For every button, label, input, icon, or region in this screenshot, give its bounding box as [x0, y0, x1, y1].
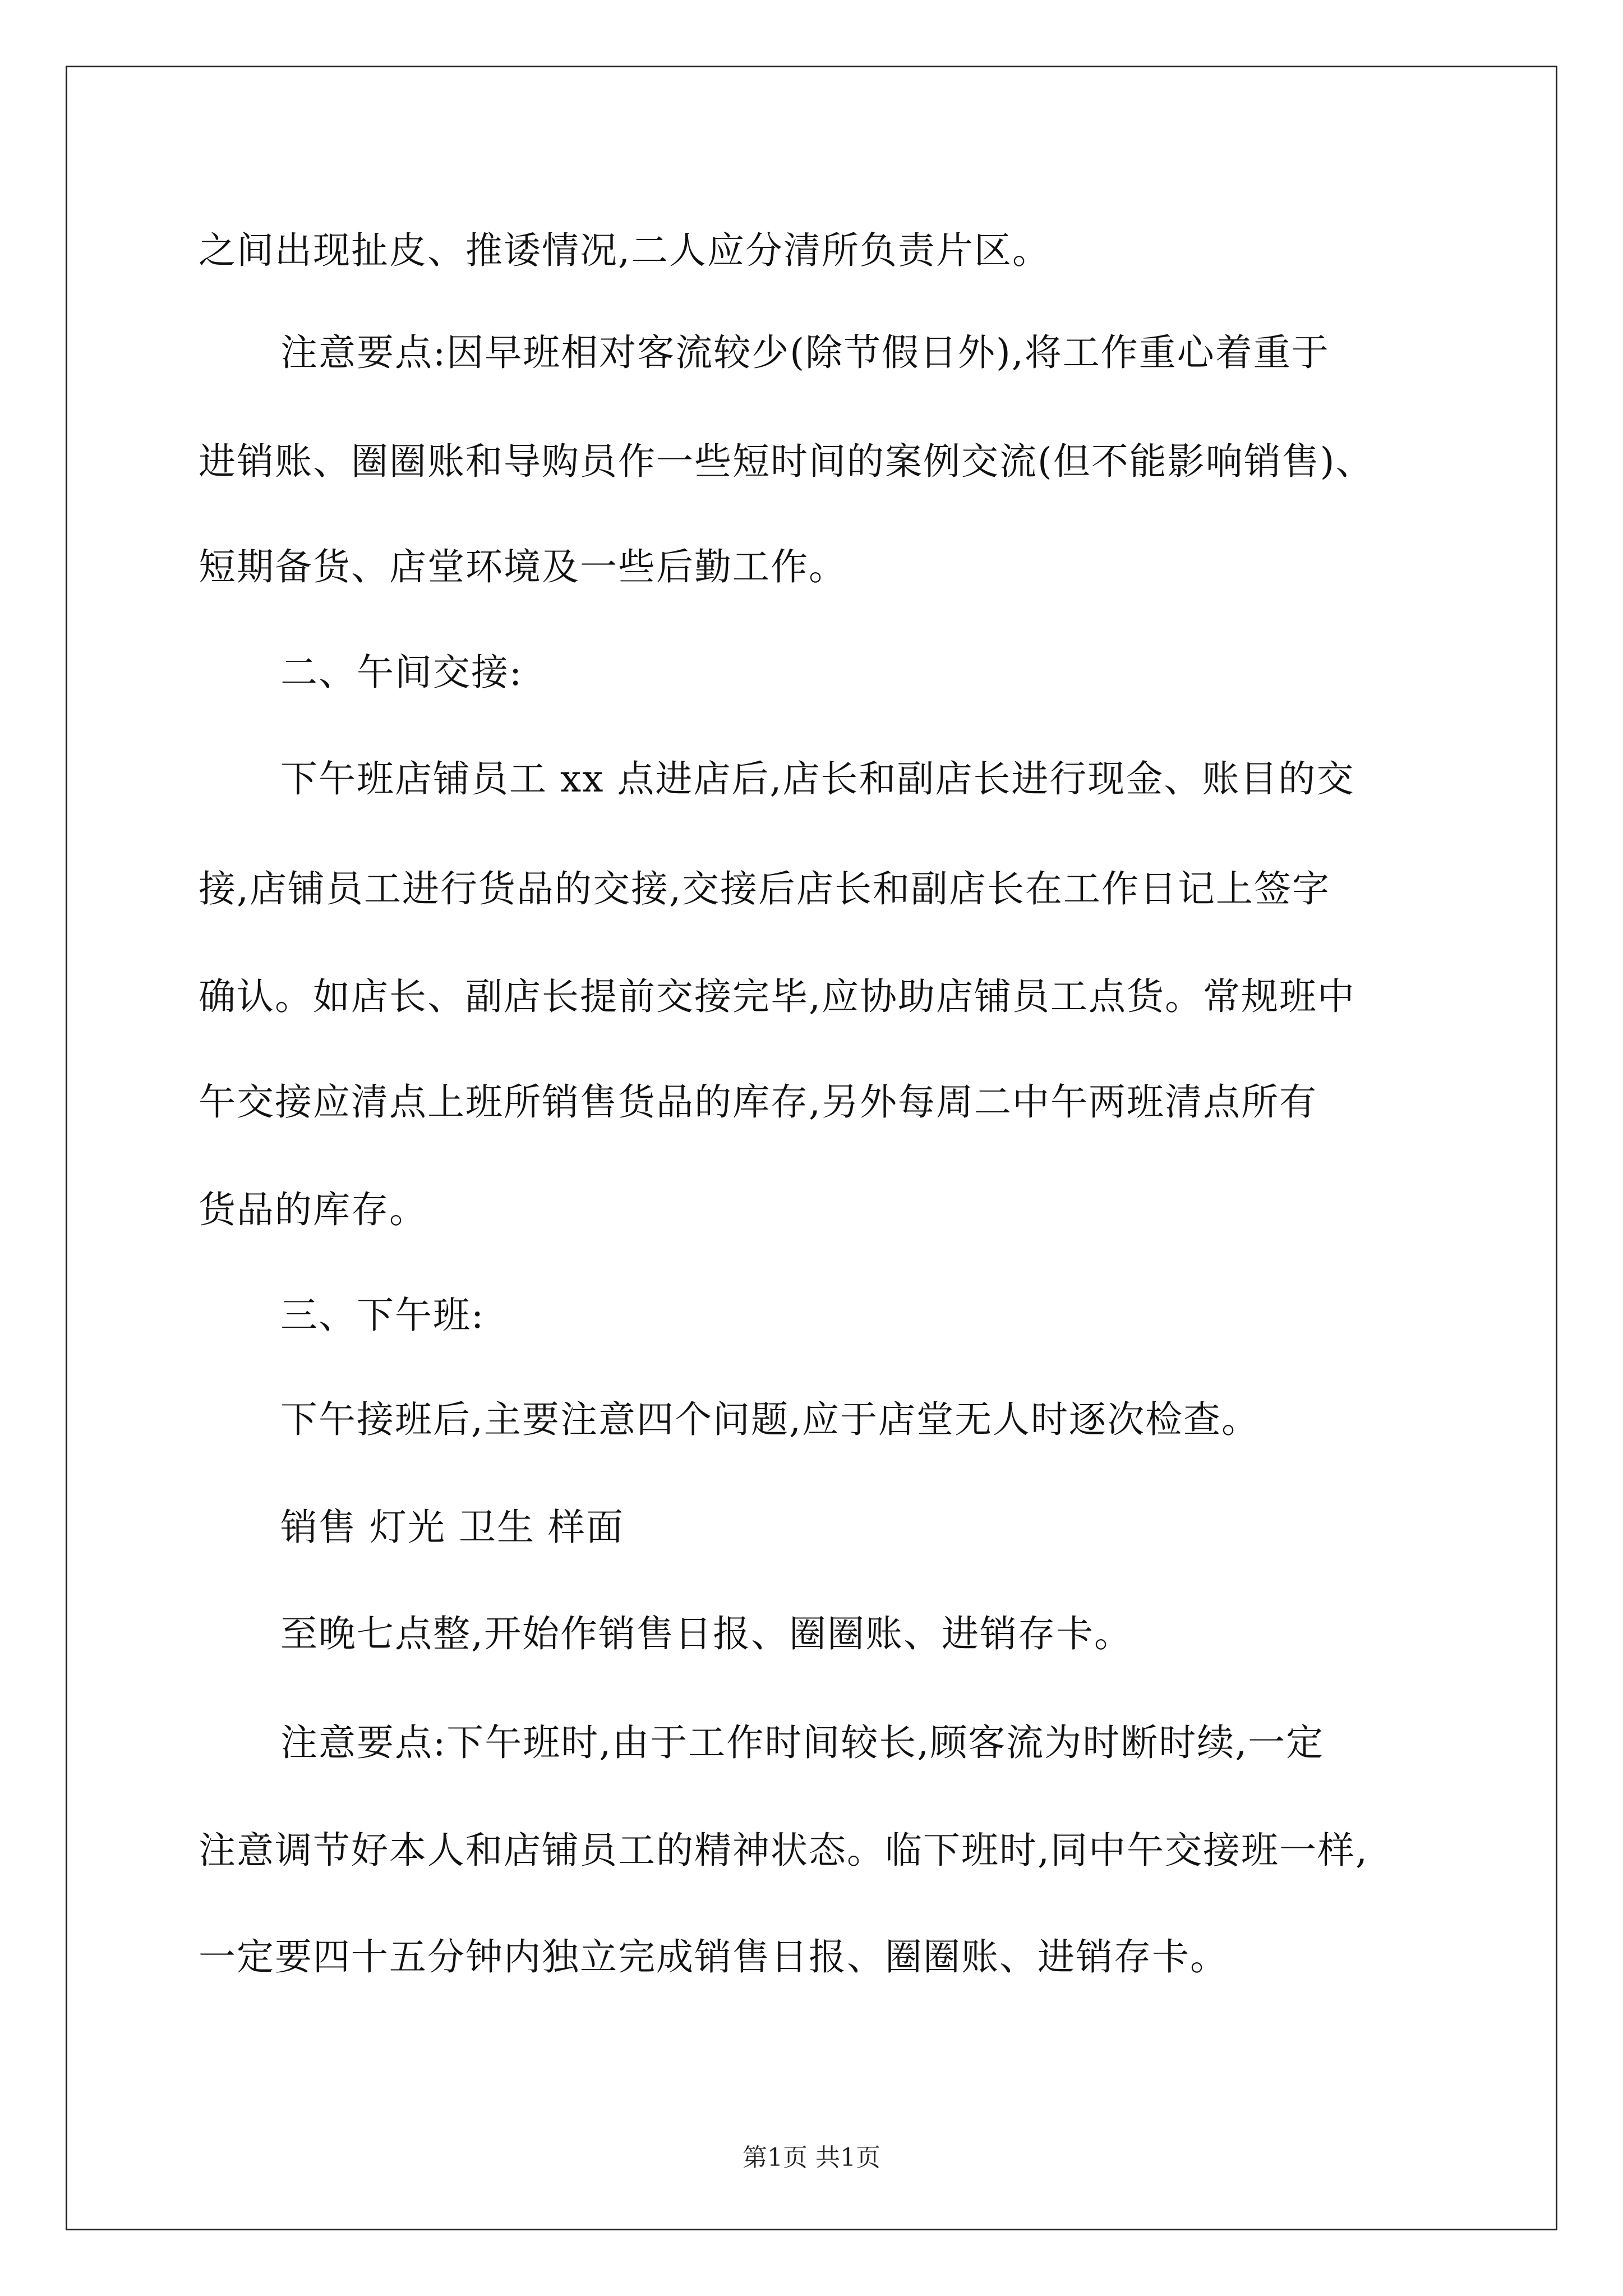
paragraph-line: 确认。如店长、副店长提前交接完毕,应协助店铺员工点货。常规班中 — [199, 975, 1355, 1018]
paragraph-line: 短期备货、店堂环境及一些后勤工作。 — [199, 545, 847, 588]
section-heading: 二、午间交接: — [280, 651, 523, 694]
paragraph-line: 之间出现扯皮、推诿情况,二人应分清所负责片区。 — [199, 229, 1050, 272]
paragraph-line: 注意要点:因早班相对客流较少(除节假日外),将工作重心着重于 — [280, 331, 1330, 374]
paragraph-line: 一定要四十五分钟内独立完成销售日报、圈圈账、进销存卡。 — [199, 1935, 1228, 1978]
page-border — [66, 66, 1557, 2230]
paragraph-line: 下午班店铺员工 xx 点进店后,店长和副店长进行现金、账目的交 — [280, 757, 1355, 800]
paragraph-line: 至晚七点整,开始作销售日报、圈圈账、进销存卡。 — [280, 1612, 1132, 1655]
paragraph-line: 下午接班后,主要注意四个问题,应于店堂无人时逐次检查。 — [280, 1398, 1260, 1441]
paragraph-line: 货品的库存。 — [199, 1188, 427, 1231]
paragraph-line: 注意调节好本人和店铺员工的精神状态。临下班时,同中午交接班一样, — [199, 1829, 1368, 1872]
paragraph-line: 午交接应清点上班所销售货品的库存,另外每周二中午两班清点所有 — [199, 1080, 1317, 1124]
paragraph-line: 注意要点:下午班时,由于工作时间较长,顾客流为时断时续,一定 — [280, 1721, 1325, 1764]
check-items: 销售 灯光 卫生 样面 — [280, 1506, 624, 1549]
paragraph-line: 接,店铺员工进行货品的交接,交接后店长和副店长在工作日记上签字 — [199, 867, 1330, 910]
paragraph-line: 进销账、圈圈账和导购员作一些短时间的案例交流(但不能影响销售)、 — [199, 440, 1374, 483]
section-heading: 三、下午班: — [280, 1294, 485, 1337]
page-number-footer: 第1页 共1页 — [743, 2143, 880, 2172]
